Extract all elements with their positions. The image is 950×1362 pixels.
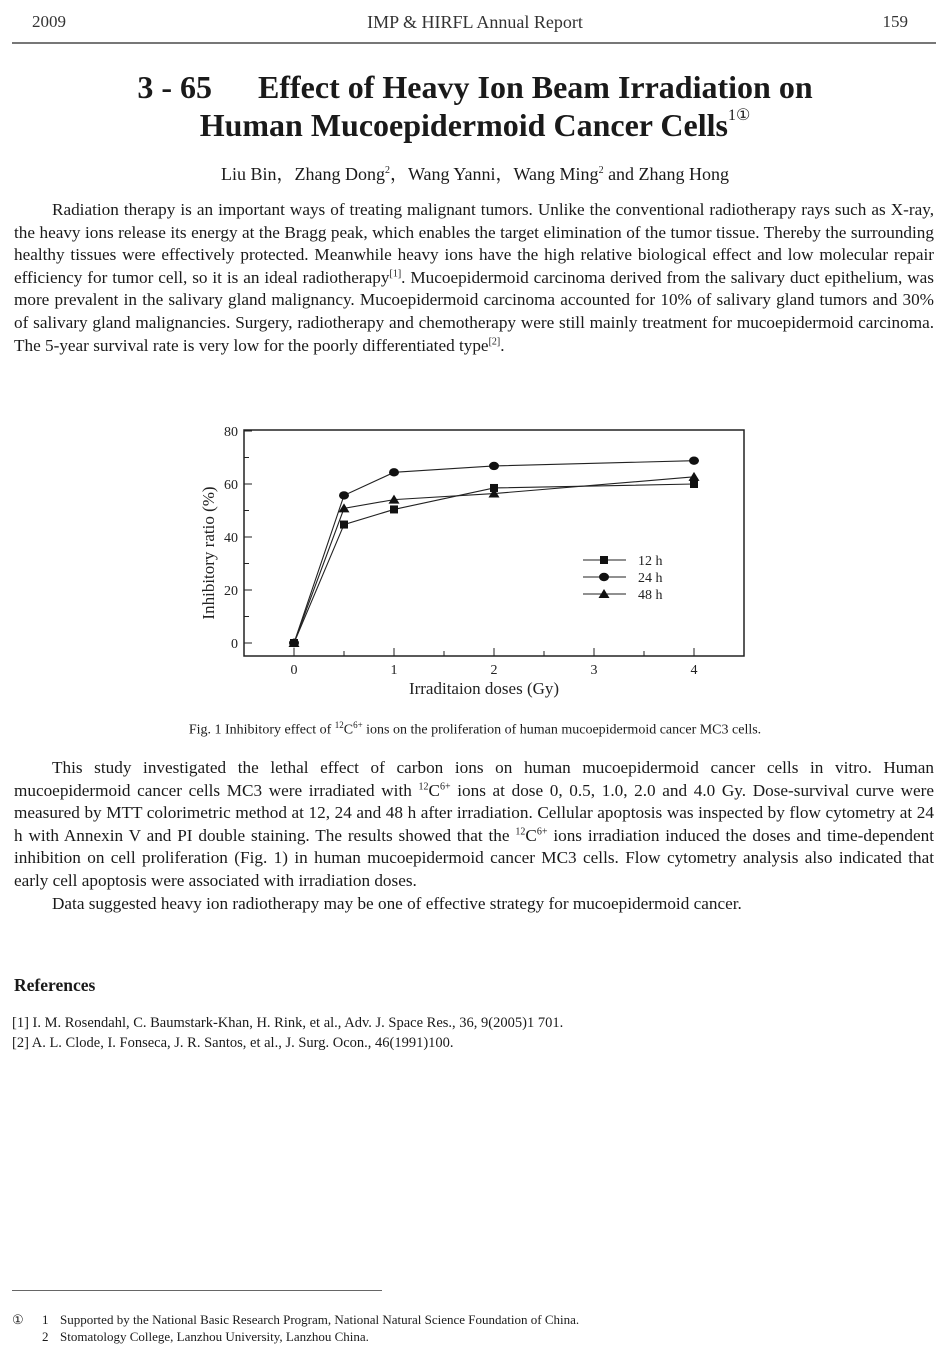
header-rule <box>12 42 936 44</box>
circle-marker <box>389 468 399 476</box>
y-tick-label: 20 <box>224 584 238 599</box>
inhibitory-ratio-chart <box>190 420 760 705</box>
x-axis-label: Irraditaion doses (Gy) <box>408 679 560 698</box>
footnote-text: Supported by the National Basic Research Program, National Natural Science Foundation of China. <box>60 1312 580 1327</box>
square-marker <box>390 505 398 513</box>
reference-list <box>12 1013 563 1053</box>
intro-text: . Mucoepidermoid carcinoma derived from the salivary duct epithelium, was more prevalent in the salivary gland malignancy. Mucoepidermoid carcinoma accounted for 10% of salivary gland tumors and 30% of salivary gland malignancies. Surgery, radiotherapy and chemotherapy were still mainly treatment for mucoepidermoid carcinoma. The 5-year survival rate is very low for the poorly differentiated type <box>14 267 934 355</box>
footnote-number: 2 <box>42 1329 49 1344</box>
circle-marker <box>689 456 699 464</box>
title-line-1: Effect of Heavy Ion Beam Irradiation on <box>258 69 813 105</box>
title-line-2: Human Mucoepidermoid Cancer Cells <box>199 107 728 143</box>
body-text: This study investigated the lethal effect of carbon ions on human mucoepidermoid cancer cells in vitro. Human mucoepidermoid cancer cells MC3 were irradiated with <box>14 758 934 800</box>
footnote-item <box>12 1311 579 1328</box>
running-head-year: 2009 <box>32 12 66 31</box>
figure-caption <box>0 720 950 739</box>
article-number: 3 - 65 <box>137 69 213 105</box>
isotope-mass: 12 <box>418 780 429 792</box>
circle-marker <box>339 491 349 499</box>
title-footnote-mark: 1① <box>727 107 751 124</box>
affiliation-mark: 2 <box>598 165 604 176</box>
authors-part: and Zhang Hong <box>603 164 730 184</box>
isotope-mass: 12 <box>515 826 526 838</box>
references-heading: References <box>14 975 96 995</box>
ion-charge: 6+ <box>439 780 451 792</box>
y-tick-label: 60 <box>224 478 238 493</box>
y-tick-label: 0 <box>231 637 238 652</box>
footnotes <box>12 1311 579 1345</box>
page-number: 159 <box>882 12 908 31</box>
legend-circle-icon <box>599 573 609 581</box>
legend-label: 24 h <box>638 571 663 586</box>
body-text: ions irradiation induced the doses and time-dependent inhibition on cell proliferation (Fig. 1) in human mucoepidermoid cancer MC3 cells. Flow cytometry analysis also indicated that early cell apoptosis were associated with irradiation doses. <box>14 825 934 890</box>
footnote-item <box>12 1328 579 1345</box>
x-tick-label: 2 <box>490 663 498 678</box>
series-line-48h <box>294 477 694 643</box>
x-tick-label: 4 <box>690 663 698 678</box>
y-tick-label: 40 <box>224 531 238 546</box>
conclusion-paragraph: Data suggested heavy ion radiotherapy may be one of effective strategy for mucoepidermoid cancer. <box>52 893 742 913</box>
authors-part: ，Wang Yanni，Wang Ming <box>389 164 599 184</box>
reference-item: [1] I. M. Rosendahl, C. Baumstark-Khan, H. Rink, et al., Adv. J. Space Res., 36, 9(2005)1 701. <box>12 1015 564 1031</box>
article-title <box>0 68 950 144</box>
y-axis-label: Inhibitory ratio (%) <box>199 486 218 620</box>
caption-text: Fig. 1 Inhibitory effect of <box>188 722 335 738</box>
intro-text: Radiation therapy is an important ways of treating malignant tumors. Unlike the conventional radiotherapy rays such as X-ray, the heavy ions release its energy at the Bragg peak, which enables the target elimination of the tumor tissue. Thereby the surrounding healthy tissues were effectively protected. Meanwhile heavy ions have the high relative biological effect and low molecular repair efficiency for tumor cell, so it is an ideal radiotherapy <box>14 200 934 287</box>
reference-item: [2] A. L. Clode, I. Fonseca, J. R. Santos, et al., J. Surg. Ocon., 46(1991)100. <box>12 1035 454 1051</box>
running-head <box>0 10 950 36</box>
ion-charge: 6+ <box>536 826 548 838</box>
author-list <box>0 160 950 186</box>
x-tick-label: 0 <box>290 663 298 678</box>
ion-charge: 6+ <box>353 720 363 730</box>
footnote-mark: ① <box>12 1312 24 1327</box>
square-marker <box>340 521 348 529</box>
square-marker <box>690 480 698 488</box>
series-line-12h <box>294 484 694 643</box>
body-text: ions at dose 0, 0.5, 1.0, 2.0 and 4.0 Gy. Dose-survival curve were measured by MTT colorimetric method at 12, 24 and 48 h after irradiation. Cellular apoptosis was inspected by flow cytometry at 24 h with Annexin V and PI double staining. The results showed that the <box>14 780 934 845</box>
legend-label: 12 h <box>638 554 663 569</box>
intro-paragraph <box>14 199 934 357</box>
element-symbol: C <box>525 825 537 845</box>
footnote-rule <box>12 1290 382 1291</box>
legend-square-icon <box>600 556 608 564</box>
intro-text: . <box>500 335 505 355</box>
running-head-journal: IMP & HIRFL Annual Report <box>367 12 583 32</box>
citation-1[interactable]: [1] <box>389 268 402 280</box>
footnote-number: 1 <box>42 1312 49 1327</box>
legend-label: 48 h <box>638 588 663 603</box>
element-symbol: C <box>428 780 440 800</box>
footnote-text: Stomatology College, Lanzhou University, Lanzhou China. <box>60 1329 369 1344</box>
isotope-mass: 12 <box>334 720 344 730</box>
y-tick-label: 80 <box>224 425 238 440</box>
citation-2[interactable]: [2] <box>488 335 501 347</box>
results-paragraphs <box>14 757 934 915</box>
caption-text: ions on the proliferation of human mucoepidermoid cancer MC3 cells. <box>362 722 762 738</box>
x-tick-label: 3 <box>590 663 598 678</box>
x-tick-label: 1 <box>390 663 398 678</box>
circle-marker <box>489 462 499 470</box>
affiliation-mark: 2 <box>384 165 390 176</box>
element-symbol: C <box>343 722 354 738</box>
authors-part: Liu Bin，Zhang Dong <box>220 164 385 184</box>
triangle-marker <box>689 472 700 481</box>
